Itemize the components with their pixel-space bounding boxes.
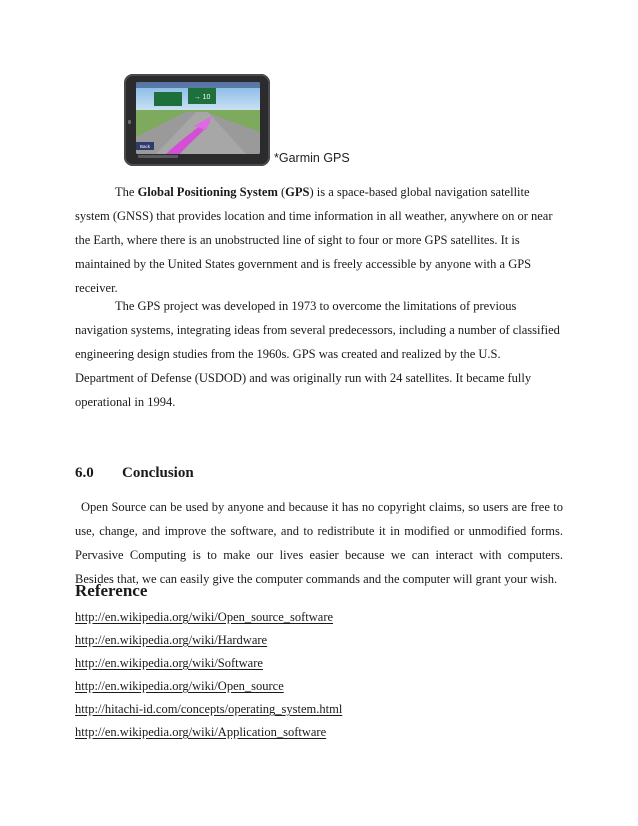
gps-screen bbox=[136, 82, 260, 154]
conclusion-paragraph bbox=[75, 495, 563, 591]
reference-item bbox=[75, 721, 342, 744]
reference-link-open-source-software[interactable]: http://en.wikipedia.org/wiki/Open_source_software bbox=[75, 610, 334, 624]
gps-paragraph-1 bbox=[75, 180, 565, 300]
reference-item bbox=[75, 606, 342, 629]
paragraph-line: engineering design studies from the 1960s. GPS was created and realized by the U.S. bbox=[75, 347, 501, 361]
gps-term: Global Positioning System bbox=[137, 185, 278, 199]
paragraph-line: the Earth, where there is an unobstructed line of sight to four or more GPS satellites. It is bbox=[75, 233, 520, 247]
paragraph-line: operational in 1994. bbox=[75, 395, 176, 409]
reference-link-open-source[interactable]: http://en.wikipedia.org/wiki/Open_source bbox=[75, 679, 284, 693]
paragraph-line: Besides that, we can easily give the computer commands and the computer will grant your wish. bbox=[75, 572, 558, 586]
device-side-button bbox=[128, 120, 131, 124]
gps-paragraph-2 bbox=[75, 294, 565, 414]
paragraph-line: Open Source can be used by anyone and because it has no copyright claims, so users are free to bbox=[81, 500, 563, 514]
paragraph-line: system (GNSS) that provides location and time information in all weather, anywhere on or near bbox=[75, 209, 553, 223]
paragraph-line: navigation systems, integrating ideas from several predecessors, including a number of classified bbox=[75, 323, 560, 337]
reference-link-hardware[interactable]: http://en.wikipedia.org/wiki/Hardware bbox=[75, 633, 268, 647]
paragraph-line: Pervasive Computing is to make our lives easier because we can interact with computers. bbox=[75, 548, 563, 562]
garmin-gps-image bbox=[124, 74, 270, 166]
conclusion-heading bbox=[75, 465, 194, 482]
reference-item bbox=[75, 629, 342, 652]
figure-caption: *Garmin GPS bbox=[274, 151, 350, 165]
reference-list bbox=[75, 606, 342, 744]
device-brand-strip bbox=[138, 155, 178, 158]
paragraph-line: The Global Positioning System (GPS) is a space-based global navigation satellite bbox=[115, 185, 530, 199]
back-label: Back bbox=[139, 144, 151, 149]
highway-sign-text: → 10 bbox=[193, 94, 211, 101]
gps-map-graphic bbox=[136, 82, 260, 154]
reference-link-operating-system[interactable]: http://hitachi-id.com/concepts/operating_system.html bbox=[75, 702, 343, 716]
reference-item bbox=[75, 698, 342, 721]
paragraph-line: use, change, and improve the software, and to redistribute it in modified or unmodified forms. bbox=[75, 524, 563, 538]
paragraph-line: Department of Defense (USDOD) and was originally run with 24 satellites. It became fully bbox=[75, 371, 532, 385]
gps-abbr: GPS bbox=[285, 185, 310, 199]
section-number: 6.0 bbox=[75, 465, 94, 481]
reference-heading: Reference bbox=[75, 581, 148, 600]
section-title: Conclusion bbox=[122, 465, 194, 481]
reference-link-software[interactable]: http://en.wikipedia.org/wiki/Software bbox=[75, 656, 263, 670]
paragraph-line: The GPS project was developed in 1973 to overcome the limitations of previous bbox=[115, 299, 517, 313]
reference-item bbox=[75, 652, 342, 675]
paragraph-line: maintained by the United States government and is freely accessible by anyone with a GPS bbox=[75, 257, 532, 271]
reference-item bbox=[75, 675, 342, 698]
paragraph-line: receiver. bbox=[75, 281, 118, 295]
reference-link-application-software[interactable]: http://en.wikipedia.org/wiki/Application_software bbox=[75, 725, 327, 739]
